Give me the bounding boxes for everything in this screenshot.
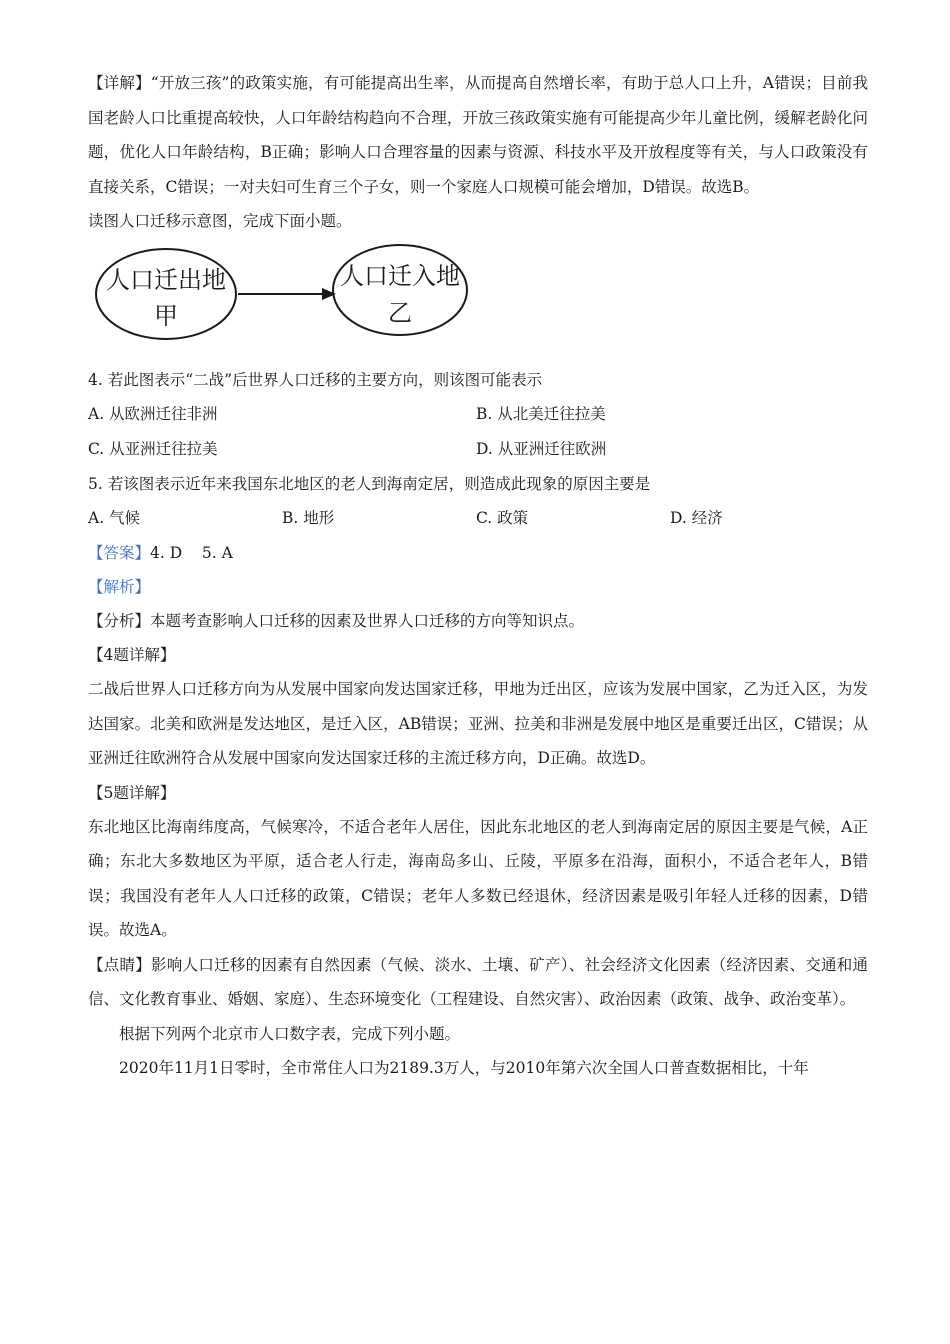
question-5-options [88,501,868,536]
q5-detail-label: 【5题详解】 [88,783,176,802]
question-4-option-c: C. 从亚洲迁往拉美 [88,440,218,458]
question-4-stem: 4. 若此图表示“二战”后世界人口迁移的主要方向，则该图可能表示 [88,371,543,389]
document-page [88,66,868,1085]
question-5-option-c: C. 政策 [476,509,529,527]
origin-label-line2: 甲 [154,302,178,330]
question-4-options-row2 [88,432,868,467]
destination-label-line2: 乙 [388,299,412,327]
question-5-option-b: B. 地形 [282,509,335,527]
migration-diagram-svg [94,244,474,356]
dianjing-paragraph: 【点睛】影响人口迁移的因素有自然因素（气候、淡水、土壤、矿产）、社会经济文化因素（经济因素、交通和通信、文化教育事业、婚姻、家庭）、生态环境变化（工程建设、自然灾害）、政治因素（政策、战争、政治变革）。 [88,955,868,1008]
migration-diagram [88,238,868,363]
q5-detail-paragraph: 东北地区比海南纬度高，气候寒冷，不适合老年人居住，因此东北地区的老人到海南定居的原因主要是气候，A正确；东北大多数地区为平原，适合老人行走，海南岛多山、丘陵，平原多在沿海，面积小，不适合老年人，B错误；我国没有老年人人口迁移的政策，C错误；老年人多数已经退休，经济因素是吸引年轻人迁移的因素，D错误。故选A。 [88,817,868,939]
answer-text: 4. D 5. A [150,544,233,562]
answer-line [88,536,868,570]
q4-detail-paragraph: 二战后世界人口迁移方向为从发展中国家向发达国家迁移，甲地为迁出区，应该为发展中国家，乙为迁入区，为发达国家。北美和欧洲是发达地区，是迁入区，AB错误；亚洲、拉美和非洲是发展中地区是重要迁出区，C错误；从亚洲迁往欧洲符合从发展中国家向发达国家迁移的主流迁移方向，D正确。故选D。 [88,680,868,767]
question-5-option-a: A. 气候 [88,509,141,527]
destination-label-line1: 人口迁入地 [340,262,460,290]
answer-label: 【答案】 [88,544,151,562]
question-4-option-a: A. 从欧洲迁往非洲 [88,405,218,423]
analysis-summary: 【分析】本题考查影响人口迁移的因素及世界人口迁移的方向等知识点。 [88,612,585,630]
diagram-intro: 读图人口迁移示意图，完成下面小题。 [88,212,352,230]
q4-detail-label: 【4题详解】 [88,646,176,664]
question-4-option-d: D. 从亚洲迁往欧洲 [476,440,607,458]
question-4-option-b: B. 从北美迁往拉美 [476,405,606,423]
question-5-option-d: D. 经济 [670,509,723,527]
detail-paragraph: 【详解】“开放三孩”的政策实施，有可能提高出生率，从而提高自然增长率，有助于总人口上升，A错误；目前我国老龄人口比重提高较快，人口年龄结构趋向不合理，开放三孩政策实施有可能提高少年儿童比例，缓解老龄化问题，优化人口年龄结构，B正确；影响人口合理容量的因素与资源、科技水平及开放程度等有关，与人口政策没有直接关系，C错误；一对夫妇可生育三个子女，则一个家庭人口规模可能会增加，D错误。故选B。 [88,74,868,196]
analysis-label: 【解析】 [88,578,151,596]
beijing-intro: 根据下列两个北京市人口数字表，完成下列小题。 [119,1024,461,1043]
question-5-stem: 5. 若该图表示近年来我国东北地区的老人到海南定居，则造成此现象的原因主要是 [88,475,651,493]
beijing-census-line: 2020年11月1日零时，全市常住人口为2189.3万人，与2010年第六次全国人口普查数据相比，十年 [119,1058,809,1077]
origin-label-line1: 人口迁出地 [106,266,226,294]
question-4-options-row1 [88,397,868,432]
